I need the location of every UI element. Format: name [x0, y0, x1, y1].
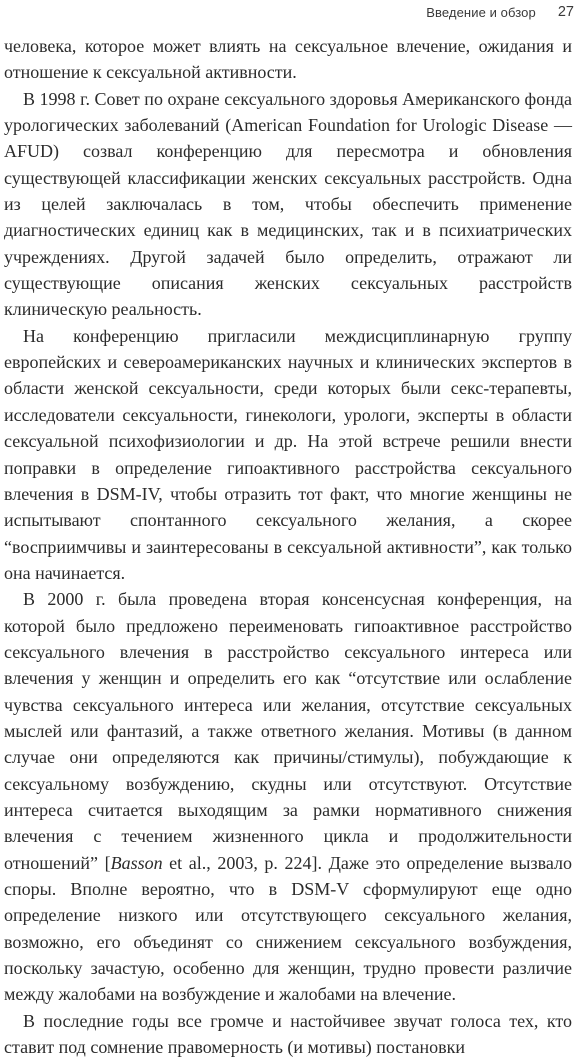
paragraph-text-before-citation: В 2000 г. была проведена вторая консенсусная конференция, на которой было предложено переименовать гипоактивное расстройство сексуального влечения в расстройство сексуального интереса или влечения у женщин и определить его как “отсутствие или ослабление чувства сексуального интереса или желания, отсутствие сексуальных мыслей или фантазий, а также ответного желания. Мотивы (в данном случае они определяются как причины/стимулы), побуждающие к сексуальному возбуждению, скудны или отсутствуют. Отсутствие интереса считается выходящим за рамки нормативного снижения влечения с течением жизненного цикла и продолжительности отношений” [: [4, 589, 572, 873]
citation-author: Basson: [110, 852, 163, 873]
page-number: 27: [557, 4, 574, 20]
paragraph-recent-years: В последние годы все громче и настойчивее звучат голоса тех, кто ставит под сомнение правомерность (и мотивы) постановки: [4, 1010, 572, 1058]
paragraph-afud-1998: В 1998 г. Совет по охране сексуального здоровья Американского фонда урологических заболеваний (American Foundation for Urologic Disease — AFUD) созвал конференцию для пересмотра и обновления существующей классификации женских сексуальных расстройств. Одна из целей заключалась в том, чтобы обеспечить применение диагностических единиц как в медицинских, так и в психиатрических учреждениях. Другой задачей было определить, отражают ли существующие описания женских сексуальных расстройств клиническую реальность.: [4, 88, 572, 320]
paragraph-continuation: человека, которое может влиять на сексуальное влечение, ожидания и отношение к сексуальной активности.: [4, 36, 572, 83]
running-header: [426, 0, 574, 24]
paragraph-consensus-2000: [4, 586, 572, 1008]
paragraph-text-after-citation: et al., 2003, p. 224]. Даже это определение вызвало споры. Вполне вероятно, что в DSM-V сформулируют еще одно определение низкого или отсутствующего сексуального желания, возможно, его объединят со снижением сексуального возбуждения, поскольку зачастую, особенно для женщин, трудно провести различие между жалобами на возбуждение и жалобами на влечение.: [4, 852, 572, 1005]
paragraph-conference-experts: На конференцию пригласили междисциплинарную группу европейских и североамериканских научных и клинических экспертов в области женской сексуальности, среди которых были секс-терапевты, исследователи сексуальности, гинекологи, урологи, эксперты в области сексуальной психофизиологии и др. На этой встрече решили внести поправки в определение гипоактивного расстройства сексуального влечения в DSM-IV, чтобы отразить тот факт, что многие женщины не испытывают спонтанного сексуального желания, а скорее “восприимчивы и заинтересованы в сексуальной активности”, как только она начинается.: [4, 325, 572, 583]
section-title: Введение и обзор: [426, 4, 536, 20]
body-text: [4, 33, 572, 1060]
